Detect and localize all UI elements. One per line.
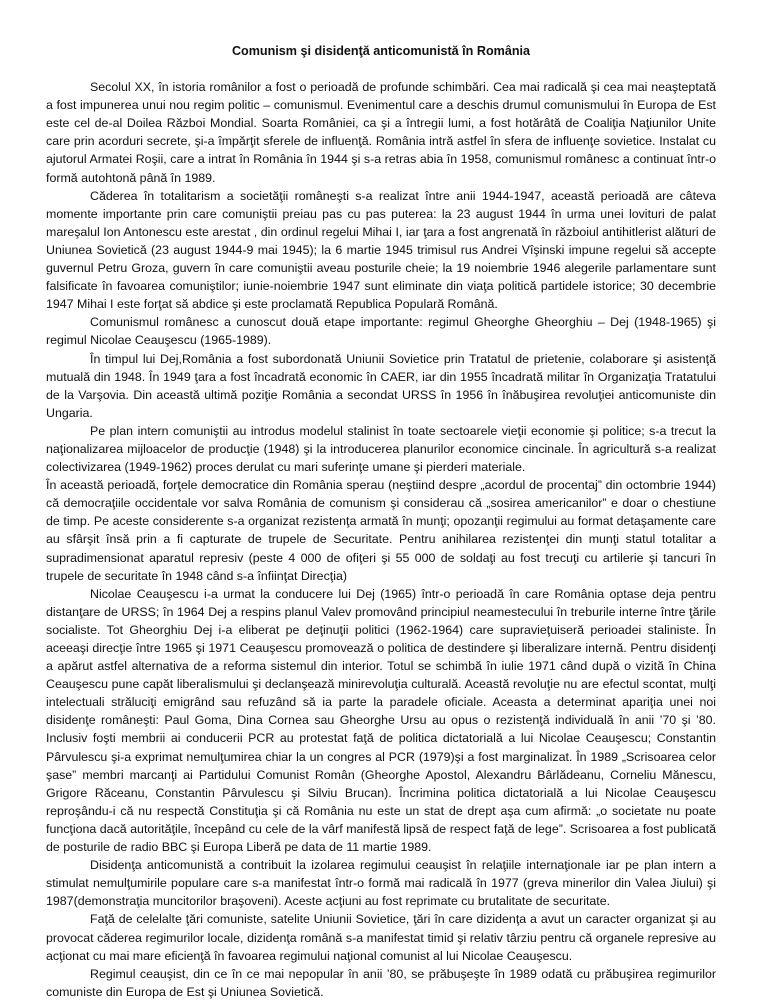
paragraph-6: În această perioadă, forţele democratice din România sperau (neştiind despre „acordul de procentaj” din octombrie 1944) că democraţiile occidentale vor salva România de comunism şi considerau că „sosirea americanilor” e doar o chestiune de timp. Pe aceste considerente s-a organizat rezistenţa armată în munţi; opozanţii regimului au format detaşamente care au sfârşit însă prin a fi capturate de trupele de Securitate. Pentru anihilarea rezistenţei din munţi statul totalitar a supradimensionat aparatul represiv (peste 4 000 de ofiţeri şi 55 000 de soldaţi au fost trecuţi cu artilerie şi tancuri în trupele de securitate în 1948 când s-a înfiinţat Direcţia)	[46, 478, 716, 583]
paragraph-10: Regimul ceauşist, din ce în ce mai nepopular în anii ’80, se prăbuşeşte în 1989 odată cu prăbuşirea regimurilor comuniste din Europa de Est şi Uniunea Sovietică.	[46, 966, 716, 999]
paragraph-3: Comunismul românesc a cunoscut două etape importante: regimul Gheorghe Gheorghiu – Dej (1948-1965) şi regimul Nicolae Ceauşescu (1965-1989).	[46, 315, 716, 348]
paragraph-4: În timpul lui Dej,România a fost subordonată Uniunii Sovietice prin Tratatul de prietenie, colaborare şi asistenţă mutuală din 1948. În 1949 ţara a fost încadrată economic în CAER, iar din 1955 încadrată militar în Organizaţia Tratatului de la Varşovia. Din această ultimă poziţie România a secondat URSS în 1956 în înăbuşirea revoluţiei anticomuniste din Ungaria.	[46, 351, 716, 420]
document-title: Comunism şi disidenţă anticomunistă în România	[231, 44, 531, 58]
paragraph-8: Disidenţa anticomunistă a contribuit la izolarea regimului ceauşist în relaţiile internaţionale iar pe plan intern a stimulat nemulţumirile populare care s-a manifestat într-o formă mai radicală în 1977 (greva minerilor din Valea Jiului) şi 1987(demonstraţia muncitorilor braşoveni). Aceste acţiuni au fost reprimate cu brutalitate de securitate.	[46, 858, 716, 909]
document-body	[46, 78, 716, 1001]
paragraph-2: Căderea în totalitarism a societăţii româneşti s-a realizat între anii 1944-1947, această perioadă are câteva momente importante prin care comuniştii preiau pas cu pas puterea: la 23 august 1944 în urma unei lovituri de palat mareşalul Ion Antonescu este arestat , din ordinul regelui Mihai I, iar ţara a fost angrenată în războiul antihitlerist alături de Uniunea Sovietică (23 august 1944-9 mai 1945); la 6 martie 1945 trimisul rus Andrei Vîşinski impune regelui să accepte guvernul Petru Groza, guvern în care comuniştii aveau posturile cheie; la 19 noiembrie 1946 alegerile parlamentare sunt falsificate în favoarea comuniştilor; iunie-noiembrie 1947 sunt eliminate din viaţa politică partidele istorice; 30 decembrie 1947 Mihai I este forţat să abdice şi este proclamată Republica Populară Română.	[46, 188, 716, 312]
paragraph-9: Faţă de celelalte ţări comuniste, satelite Uniunii Sovietice, ţări în care dizidenţa a avut un caracter organizat şi au provocat căderea regimurilor locale, dizidenţa română s-a manifestat timid şi relativ târziu pentru că organele represive au acţionat cu mai mare eficienţă în favoarea regimului naţional comunist al lui Nicolae Ceauşescu.	[46, 912, 716, 963]
paragraph-5: Pe plan intern comuniştii au introdus modelul stalinist în toate sectoarele vieţii economie şi politice; s-a trecut la naţionalizarea mijloacelor de producţie (1948) şi la introducerea planurilor economice cincinale. În agricultură s-a realizat colectivizarea (1949-1962) proces derulat cu mari suferinţe umane şi pierderi materiale.	[46, 423, 716, 475]
paragraph-1: Secolul XX, în istoria românilor a fost o perioadă de profunde schimbări. Cea mai radicală şi cea mai neaşteptată a fost impunerea unui nou regim politic – comunismul. Evenimentul care a deschis drumul comunismului în Europa de Est este cel de-al Doilea Război Mondial. Soarta României, ca şi a întregii lumi, a fost hotărâtă de Coaliţia Naţiunilor Unite care prin acorduri secrete, şi-a împărţit sferele de influenţă. România intră astfel în sfera de influenţe sovietice. Instalat cu ajutorul Armatei Roşii, care a intrat în România în 1944 şi s-a retras abia în 1958, comunismul românesc a continuat într-o formă autohtonă până în 1989.	[46, 80, 716, 185]
paragraph-7: Nicolae Ceauşescu i-a urmat la conducere lui Dej (1965) într-o perioadă în care România optase deja pentru distanţare de URSS; în 1964 Dej a respins planul Valev promovând principiul neamestecului în treburile interne între ţările socialiste. Tot Gheorghiu Dej i-a eliberat pe deţinuţii politici (1962-1964) care supravieţuiseră perioadei staliniste. În aceeaşi direcţie între 1965 şi 1971 Ceauşescu promovează o politica de destindere şi liberalizare internă. Pentru disidenţi a apărut astfel alternativa de a reforma sistemul din interior. Totul se schimbă în iulie 1971 când după o vizită în China Ceauşescu pune capăt liberalismului şi declanşează minirevoluţia culturală. Această revoluţie nu are efectul scontat, mulţi intelectuali străluciţi emigrând sau refuzând să ia parte la paradele oficiale. Aceasta a determinat apariţia unei noi disidenţe româneşti: Paul Goma, Dina Cornea sau Gheorghe Ursu au opus o rezistenţă individuală în anii ’70 şi ’80. Inclusiv foşti membrii ai conducerii PCR au protestat faţă de politica dictatorială a lui Nicolae Ceauşescu; Constantin Pârvulescu şi-a exprimat nemulţumirea chiar la un congres al PCR (1979)şi a fost marginalizat. În 1989 „Scrisoarea celor şase” membri marcanţi ai Partidului Comunist Român (Gheorghe Apostol, Alexandru Bârlădeanu, Corneliu Mănescu, Grigore Răceanu, Constantin Pârvulescu şi Silviu Brucan). Încrimina politica dictatorială a lui Nicolae Ceauşescu reproşându-i că nu respectă Constituţia şi că România nu este un stat de drept aşa cum afirmă: „o societate nu poate funcţiona dacă autorităţile, începând cu cele de la vârf manifestă lipsă de respect faţă de lege”. Scrisoarea a fost publicată de posturile de radio BBC şi Europa Liberă pe data de 11 martie 1989.	[46, 586, 716, 855]
